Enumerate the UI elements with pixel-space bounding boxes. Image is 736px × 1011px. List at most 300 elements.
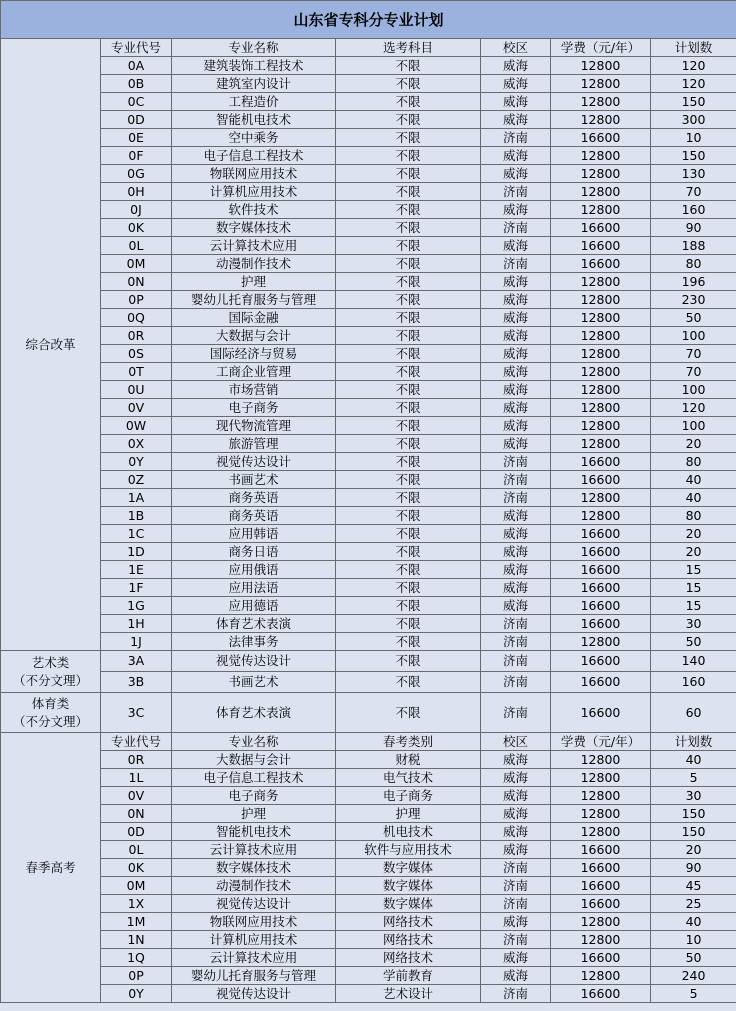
- major-name-cell: 婴幼儿托育服务与管理: [172, 967, 336, 985]
- quota-cell: 30: [651, 615, 736, 633]
- campus-cell: 济南: [481, 672, 551, 693]
- table-row: [1, 579, 736, 597]
- major-code-cell: 0P: [101, 967, 172, 985]
- major-name-cell: 智能机电技术: [172, 111, 336, 129]
- major-name-cell: 建筑装饰工程技术: [172, 57, 336, 75]
- campus-cell: 威海: [481, 823, 551, 841]
- header-quota: 计划数: [651, 733, 736, 751]
- campus-cell: 威海: [481, 417, 551, 435]
- major-code-cell: 0T: [101, 363, 172, 381]
- table-row: [1, 507, 736, 525]
- table-row: [1, 75, 736, 93]
- major-name-cell: 数字媒体技术: [172, 859, 336, 877]
- table-row: [1, 931, 736, 949]
- subject-cell: 艺术设计: [336, 985, 481, 1003]
- subject-cell: 不限: [336, 633, 481, 651]
- major-code-cell: 0H: [101, 183, 172, 201]
- table-row: [1, 417, 736, 435]
- quota-cell: 150: [651, 805, 736, 823]
- header-major-name: 专业名称: [172, 39, 336, 57]
- major-name-cell: 计算机应用技术: [172, 931, 336, 949]
- campus-cell: 济南: [481, 471, 551, 489]
- major-name-cell: 云计算技术应用: [172, 949, 336, 967]
- table-row: [1, 633, 736, 651]
- subject-cell: 不限: [336, 345, 481, 363]
- tuition-cell: 16600: [551, 543, 651, 561]
- group-comprehensive: [1, 39, 101, 651]
- campus-cell: 威海: [481, 561, 551, 579]
- subject-cell: 不限: [336, 525, 481, 543]
- table-row: [1, 147, 736, 165]
- major-code-cell: 0C: [101, 93, 172, 111]
- tuition-cell: 12800: [551, 165, 651, 183]
- major-code-cell: 1N: [101, 931, 172, 949]
- table-row: [1, 805, 736, 823]
- tuition-cell: 16600: [551, 597, 651, 615]
- campus-cell: 威海: [481, 345, 551, 363]
- major-name-cell: 商务日语: [172, 543, 336, 561]
- subject-cell: 不限: [336, 672, 481, 693]
- quota-cell: 120: [651, 399, 736, 417]
- major-name-cell: 空中乘务: [172, 129, 336, 147]
- tuition-cell: 16600: [551, 579, 651, 597]
- table-row: [1, 291, 736, 309]
- tuition-cell: 12800: [551, 417, 651, 435]
- tuition-cell: 16600: [551, 841, 651, 859]
- campus-cell: 威海: [481, 291, 551, 309]
- major-code-cell: 0A: [101, 57, 172, 75]
- quota-cell: 40: [651, 471, 736, 489]
- campus-cell: 济南: [481, 219, 551, 237]
- major-code-cell: 1A: [101, 489, 172, 507]
- tuition-cell: 16600: [551, 615, 651, 633]
- subject-cell: 不限: [336, 579, 481, 597]
- subject-cell: 不限: [336, 165, 481, 183]
- subject-cell: 不限: [336, 75, 481, 93]
- major-name-cell: 书画艺术: [172, 672, 336, 693]
- subject-cell: 不限: [336, 471, 481, 489]
- table-row: [1, 273, 736, 291]
- campus-cell: 威海: [481, 597, 551, 615]
- campus-cell: 威海: [481, 787, 551, 805]
- table-row: [1, 489, 736, 507]
- tuition-cell: 16600: [551, 672, 651, 693]
- campus-cell: 威海: [481, 57, 551, 75]
- campus-cell: 威海: [481, 525, 551, 543]
- campus-cell: 济南: [481, 489, 551, 507]
- tuition-cell: 16600: [551, 877, 651, 895]
- major-code-cell: 0W: [101, 417, 172, 435]
- campus-cell: 济南: [481, 877, 551, 895]
- major-name-cell: 国际金融: [172, 309, 336, 327]
- quota-cell: 150: [651, 93, 736, 111]
- subject-cell: 不限: [336, 201, 481, 219]
- subject-cell: 学前教育: [336, 967, 481, 985]
- subject-cell: 不限: [336, 381, 481, 399]
- campus-cell: 威海: [481, 327, 551, 345]
- table-row: [1, 237, 736, 255]
- tuition-cell: 12800: [551, 967, 651, 985]
- table-row: [1, 363, 736, 381]
- table-row: [1, 453, 736, 471]
- tuition-cell: 12800: [551, 507, 651, 525]
- major-name-cell: 商务英语: [172, 507, 336, 525]
- tuition-cell: 12800: [551, 273, 651, 291]
- campus-cell: 济南: [481, 651, 551, 672]
- quota-cell: 80: [651, 453, 736, 471]
- quota-cell: 45: [651, 877, 736, 895]
- subject-cell: 不限: [336, 597, 481, 615]
- quota-cell: 130: [651, 165, 736, 183]
- major-code-cell: 0V: [101, 787, 172, 805]
- campus-cell: 济南: [481, 633, 551, 651]
- table-row: [1, 381, 736, 399]
- quota-cell: 15: [651, 579, 736, 597]
- quota-cell: 90: [651, 859, 736, 877]
- subject-cell: 不限: [336, 183, 481, 201]
- major-name-cell: 视觉传达设计: [172, 895, 336, 913]
- tuition-cell: 12800: [551, 327, 651, 345]
- quota-cell: 50: [651, 949, 736, 967]
- major-name-cell: 智能机电技术: [172, 823, 336, 841]
- major-name-cell: 动漫制作技术: [172, 877, 336, 895]
- subject-cell: 数字媒体: [336, 895, 481, 913]
- major-code-cell: 0G: [101, 165, 172, 183]
- tuition-cell: 16600: [551, 255, 651, 273]
- major-code-cell: 0L: [101, 237, 172, 255]
- quota-cell: 140: [651, 651, 736, 672]
- campus-cell: 威海: [481, 147, 551, 165]
- table-row: [1, 615, 736, 633]
- quota-cell: 70: [651, 345, 736, 363]
- header-quota: 计划数: [651, 39, 736, 57]
- subject-cell: 不限: [336, 327, 481, 345]
- subject-cell: 不限: [336, 615, 481, 633]
- table-row: [1, 823, 736, 841]
- tuition-cell: 12800: [551, 111, 651, 129]
- table-row: [1, 255, 736, 273]
- campus-cell: 威海: [481, 967, 551, 985]
- quota-cell: 90: [651, 219, 736, 237]
- major-name-cell: 物联网应用技术: [172, 165, 336, 183]
- major-code-cell: 0B: [101, 75, 172, 93]
- quota-cell: 188: [651, 237, 736, 255]
- major-code-cell: 1E: [101, 561, 172, 579]
- quota-cell: 80: [651, 507, 736, 525]
- subject-cell: 电子商务: [336, 787, 481, 805]
- quota-cell: 15: [651, 597, 736, 615]
- subject-cell: 不限: [336, 693, 481, 733]
- major-name-cell: 电子商务: [172, 787, 336, 805]
- table-row: [1, 769, 736, 787]
- subject-cell: 不限: [336, 417, 481, 435]
- major-code-cell: 1G: [101, 597, 172, 615]
- subject-cell: 机电技术: [336, 823, 481, 841]
- tuition-cell: 16600: [551, 237, 651, 255]
- table-row: [1, 309, 736, 327]
- major-code-cell: 0K: [101, 219, 172, 237]
- campus-cell: 威海: [481, 381, 551, 399]
- tuition-cell: 12800: [551, 201, 651, 219]
- major-code-cell: 0U: [101, 381, 172, 399]
- campus-cell: 济南: [481, 985, 551, 1003]
- major-code-cell: 0L: [101, 841, 172, 859]
- campus-cell: 威海: [481, 949, 551, 967]
- table-row: [1, 672, 736, 693]
- major-code-cell: 1X: [101, 895, 172, 913]
- tuition-cell: 16600: [551, 219, 651, 237]
- tuition-cell: 12800: [551, 147, 651, 165]
- quota-cell: 20: [651, 435, 736, 453]
- quota-cell: 5: [651, 985, 736, 1003]
- major-name-cell: 电子商务: [172, 399, 336, 417]
- quota-cell: 40: [651, 913, 736, 931]
- campus-cell: 威海: [481, 399, 551, 417]
- major-code-cell: 0M: [101, 255, 172, 273]
- campus-cell: 威海: [481, 435, 551, 453]
- subject-cell: 不限: [336, 309, 481, 327]
- subject-cell: 不限: [336, 489, 481, 507]
- major-name-cell: 护理: [172, 805, 336, 823]
- major-name-cell: 云计算技术应用: [172, 841, 336, 859]
- quota-cell: 10: [651, 931, 736, 949]
- tuition-cell: 16600: [551, 859, 651, 877]
- major-code-cell: 1M: [101, 913, 172, 931]
- major-name-cell: 市场营销: [172, 381, 336, 399]
- header-campus: 校区: [481, 39, 551, 57]
- subject-cell: 不限: [336, 147, 481, 165]
- major-name-cell: 视觉传达设计: [172, 985, 336, 1003]
- table-row: [1, 525, 736, 543]
- major-code-cell: 0Z: [101, 471, 172, 489]
- tuition-cell: 12800: [551, 805, 651, 823]
- quota-cell: 60: [651, 693, 736, 733]
- table-row: [1, 183, 736, 201]
- major-code-cell: 1J: [101, 633, 172, 651]
- tuition-cell: 12800: [551, 75, 651, 93]
- table-row: [1, 201, 736, 219]
- header-row: [1, 39, 736, 57]
- major-name-cell: 国际经济与贸易: [172, 345, 336, 363]
- campus-cell: 威海: [481, 543, 551, 561]
- table-row: [1, 93, 736, 111]
- subject-cell: 不限: [336, 435, 481, 453]
- major-name-cell: 护理: [172, 273, 336, 291]
- quota-cell: 30: [651, 787, 736, 805]
- campus-cell: 济南: [481, 615, 551, 633]
- tuition-cell: 12800: [551, 913, 651, 931]
- table-row: [1, 165, 736, 183]
- table-row: [1, 111, 736, 129]
- tuition-cell: 16600: [551, 471, 651, 489]
- tuition-cell: 12800: [551, 93, 651, 111]
- subject-cell: 不限: [336, 111, 481, 129]
- tuition-cell: 16600: [551, 895, 651, 913]
- campus-cell: 威海: [481, 805, 551, 823]
- subject-cell: 护理: [336, 805, 481, 823]
- campus-cell: 济南: [481, 183, 551, 201]
- tuition-cell: 16600: [551, 561, 651, 579]
- major-code-cell: 0V: [101, 399, 172, 417]
- quota-cell: 160: [651, 201, 736, 219]
- quota-cell: 25: [651, 895, 736, 913]
- major-name-cell: 商务英语: [172, 489, 336, 507]
- table-row: [1, 219, 736, 237]
- tuition-cell: 16600: [551, 693, 651, 733]
- major-name-cell: 计算机应用技术: [172, 183, 336, 201]
- header-tuition: 学费（元/年）: [551, 733, 651, 751]
- major-name-cell: 数字媒体技术: [172, 219, 336, 237]
- group-sports-label: （不分文理）: [12, 713, 88, 729]
- tuition-cell: 12800: [551, 751, 651, 769]
- major-name-cell: 大数据与会计: [172, 327, 336, 345]
- quota-cell: 10: [651, 129, 736, 147]
- quota-cell: 150: [651, 147, 736, 165]
- campus-cell: 威海: [481, 201, 551, 219]
- quota-cell: 70: [651, 183, 736, 201]
- major-code-cell: 1B: [101, 507, 172, 525]
- subject-cell: 不限: [336, 255, 481, 273]
- table-row: [1, 787, 736, 805]
- subject-cell: 不限: [336, 453, 481, 471]
- major-code-cell: 0F: [101, 147, 172, 165]
- major-name-cell: 体育艺术表演: [172, 615, 336, 633]
- major-name-cell: 应用韩语: [172, 525, 336, 543]
- table-row: [1, 693, 736, 733]
- tuition-cell: 16600: [551, 985, 651, 1003]
- quota-cell: 230: [651, 291, 736, 309]
- quota-cell: 20: [651, 525, 736, 543]
- tuition-cell: 12800: [551, 309, 651, 327]
- quota-cell: 100: [651, 327, 736, 345]
- table-row: [1, 327, 736, 345]
- quota-cell: 5: [651, 769, 736, 787]
- table-row: [1, 949, 736, 967]
- table-row: [1, 967, 736, 985]
- major-name-cell: 工商企业管理: [172, 363, 336, 381]
- quota-cell: 20: [651, 841, 736, 859]
- tuition-cell: 12800: [551, 183, 651, 201]
- major-code-cell: 0Y: [101, 453, 172, 471]
- subject-cell: 数字媒体: [336, 859, 481, 877]
- subject-cell: 不限: [336, 129, 481, 147]
- major-code-cell: 0E: [101, 129, 172, 147]
- subject-cell: 不限: [336, 399, 481, 417]
- campus-cell: 济南: [481, 895, 551, 913]
- quota-cell: 120: [651, 57, 736, 75]
- quota-cell: 240: [651, 967, 736, 985]
- quota-cell: 150: [651, 823, 736, 841]
- subject-cell: 不限: [336, 291, 481, 309]
- header-tuition: 学费（元/年）: [551, 39, 651, 57]
- subject-cell: 不限: [336, 507, 481, 525]
- subject-cell: 不限: [336, 57, 481, 75]
- major-name-cell: 电子信息工程技术: [172, 769, 336, 787]
- subject-cell: 网络技术: [336, 949, 481, 967]
- subject-cell: 不限: [336, 93, 481, 111]
- major-code-cell: 3C: [101, 693, 172, 733]
- major-name-cell: 应用德语: [172, 597, 336, 615]
- major-name-cell: 视觉传达设计: [172, 453, 336, 471]
- major-code-cell: 0Y: [101, 985, 172, 1003]
- quota-cell: 50: [651, 633, 736, 651]
- header-major-name: 专业名称: [172, 733, 336, 751]
- quota-cell: 100: [651, 417, 736, 435]
- major-name-cell: 软件技术: [172, 201, 336, 219]
- tuition-cell: 16600: [551, 453, 651, 471]
- subject-cell: 数字媒体: [336, 877, 481, 895]
- tuition-cell: 16600: [551, 525, 651, 543]
- quota-cell: 160: [651, 672, 736, 693]
- group-sports-label: 体育类: [31, 695, 70, 711]
- table-body: [1, 1, 736, 1003]
- subject-cell: 软件与应用技术: [336, 841, 481, 859]
- major-name-cell: 婴幼儿托育服务与管理: [172, 291, 336, 309]
- major-code-cell: 0S: [101, 345, 172, 363]
- campus-cell: 济南: [481, 129, 551, 147]
- major-name-cell: 工程造价: [172, 93, 336, 111]
- campus-cell: 济南: [481, 255, 551, 273]
- title-row: [1, 1, 736, 39]
- major-name-cell: 云计算技术应用: [172, 237, 336, 255]
- table-row: [1, 859, 736, 877]
- major-code-cell: 1Q: [101, 949, 172, 967]
- campus-cell: 威海: [481, 309, 551, 327]
- major-code-cell: 1C: [101, 525, 172, 543]
- major-code-cell: 0R: [101, 327, 172, 345]
- tuition-cell: 12800: [551, 489, 651, 507]
- group-art: [1, 651, 101, 693]
- major-name-cell: 体育艺术表演: [172, 693, 336, 733]
- tuition-cell: 12800: [551, 633, 651, 651]
- major-code-cell: 0Q: [101, 309, 172, 327]
- table-row: [1, 877, 736, 895]
- table-row: [1, 895, 736, 913]
- campus-cell: 威海: [481, 75, 551, 93]
- header-campus: 校区: [481, 733, 551, 751]
- tuition-cell: 16600: [551, 651, 651, 672]
- header-major-code: 专业代号: [101, 39, 172, 57]
- major-code-cell: 1D: [101, 543, 172, 561]
- quota-cell: 100: [651, 381, 736, 399]
- quota-cell: 120: [651, 75, 736, 93]
- header-major-code: 专业代号: [101, 733, 172, 751]
- major-code-cell: 3B: [101, 672, 172, 693]
- campus-cell: 威海: [481, 841, 551, 859]
- tuition-cell: 12800: [551, 399, 651, 417]
- major-name-cell: 建筑室内设计: [172, 75, 336, 93]
- table-title: 山东省专科分专业计划: [1, 1, 736, 39]
- campus-cell: 威海: [481, 273, 551, 291]
- group-sports: [1, 693, 101, 733]
- campus-cell: 济南: [481, 693, 551, 733]
- table-row: [1, 435, 736, 453]
- tuition-cell: 12800: [551, 435, 651, 453]
- tuition-cell: 16600: [551, 129, 651, 147]
- quota-cell: 40: [651, 751, 736, 769]
- subject-cell: 不限: [336, 237, 481, 255]
- major-name-cell: 现代物流管理: [172, 417, 336, 435]
- table-row: [1, 57, 736, 75]
- subject-cell: 不限: [336, 561, 481, 579]
- major-name-cell: 电子信息工程技术: [172, 147, 336, 165]
- major-code-cell: 0J: [101, 201, 172, 219]
- header-row: [1, 733, 736, 751]
- campus-cell: 威海: [481, 93, 551, 111]
- tuition-cell: 12800: [551, 363, 651, 381]
- campus-cell: 济南: [481, 859, 551, 877]
- major-code-cell: 0N: [101, 273, 172, 291]
